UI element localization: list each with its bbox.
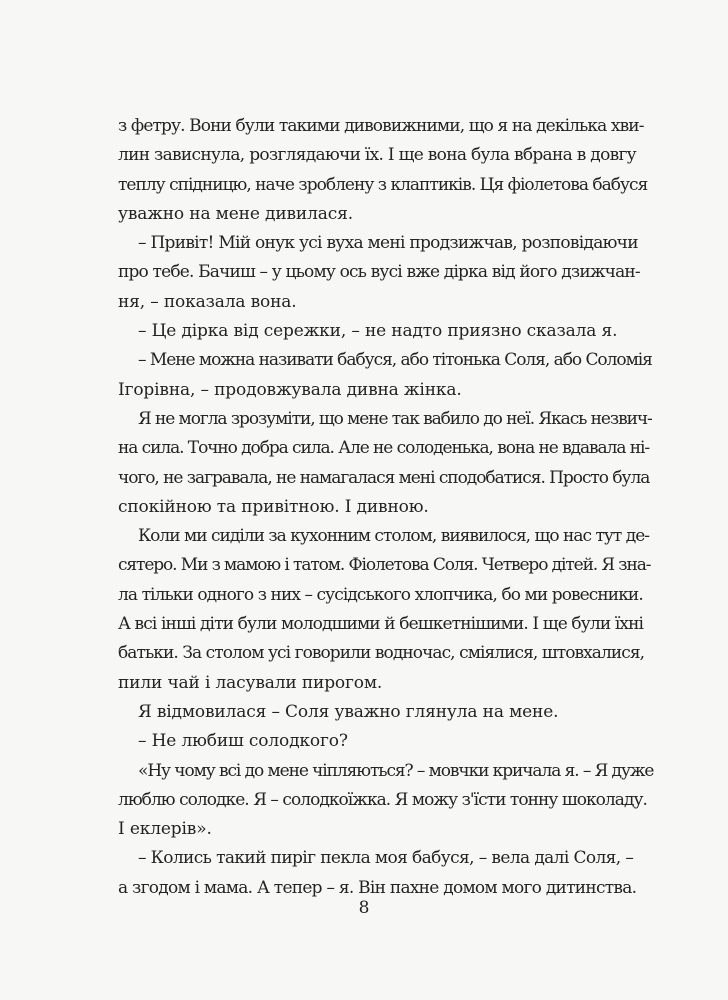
text-line: спокійною та привітною. І дивною. bbox=[118, 496, 429, 517]
text-line: чого, не загравала, не намагалася мені сподобатися. Просто була bbox=[118, 467, 650, 488]
text-line: – Не любиш солодкого? bbox=[138, 731, 348, 752]
text-line: Ігорівна, – продовжувала дивна жінка. bbox=[118, 379, 462, 400]
text-line: про тебе. Бачиш – у цьому ось вусі вже дірка від його дзижчан- bbox=[118, 262, 640, 283]
page-number: 8 bbox=[358, 898, 370, 918]
text-line: Я не могла зрозуміти, що мене так вабило до неї. Якась незвич- bbox=[138, 408, 652, 429]
text-line: І еклерів». bbox=[118, 819, 212, 840]
text-line: лин зависнула, розглядаючи їх. І ще вона була вбрана в довгу bbox=[118, 145, 636, 166]
text-line: батьки. За столом усі говорили водночас, сміялися, штовхалися, bbox=[118, 643, 645, 664]
text-line: теплу спідницю, наче зроблену з клаптиків. Ця фіолетова бабуся bbox=[118, 174, 648, 195]
text-line: Я відмовилася – Соля уважно глянула на мене. bbox=[138, 701, 559, 722]
text-line: – Мене можна називати бабуся, або тітонька Соля, або Соломія bbox=[138, 350, 652, 371]
text-line: – Привіт! Мій онук усі вуха мені продзижчав, розповідаючи bbox=[138, 233, 638, 254]
text-line: люблю солодке. Я – солодкоїжка. Я можу з'їсти тонну шоколаду. bbox=[118, 789, 647, 810]
text-line: а згодом і мама. А тепер – я. Він пахне домом мого дитинства. bbox=[118, 877, 637, 898]
text-line: ла тільки одного з них – сусідського хлопчика, бо ми ровесники. bbox=[118, 584, 643, 605]
text-line: А всі інші діти були молодшими й бешкетнішими. І ще були їхні bbox=[118, 614, 644, 635]
text-line: уважно на мене дивилася. bbox=[118, 203, 353, 224]
text-line: «Ну чому всі до мене чіпляються? – мовчки кричала я. – Я дуже bbox=[138, 760, 654, 781]
text-line: – Колись такий пиріг пекла моя бабуся, – вела далі Соля, – bbox=[138, 848, 634, 869]
text-line: ня, – показала вона. bbox=[118, 291, 297, 312]
text-line: – Це дірка від сережки, – не надто приязно сказала я. bbox=[138, 321, 618, 342]
text-line: з фетру. Вони були такими дивовижними, що я на декілька хви- bbox=[118, 116, 644, 136]
text-line: сятеро. Ми з мамою і татом. Фіолетова Соля. Четверо дітей. Я зна- bbox=[118, 555, 651, 576]
page-text bbox=[118, 112, 654, 903]
text-line: пили чай і ласували пирогом. bbox=[118, 672, 383, 693]
text-line: на сила. Точно добра сила. Але не солоденька, вона не вдавала ні- bbox=[118, 438, 650, 459]
text-line: Коли ми сиділи за кухонним столом, виявилося, що нас тут де- bbox=[138, 526, 650, 547]
